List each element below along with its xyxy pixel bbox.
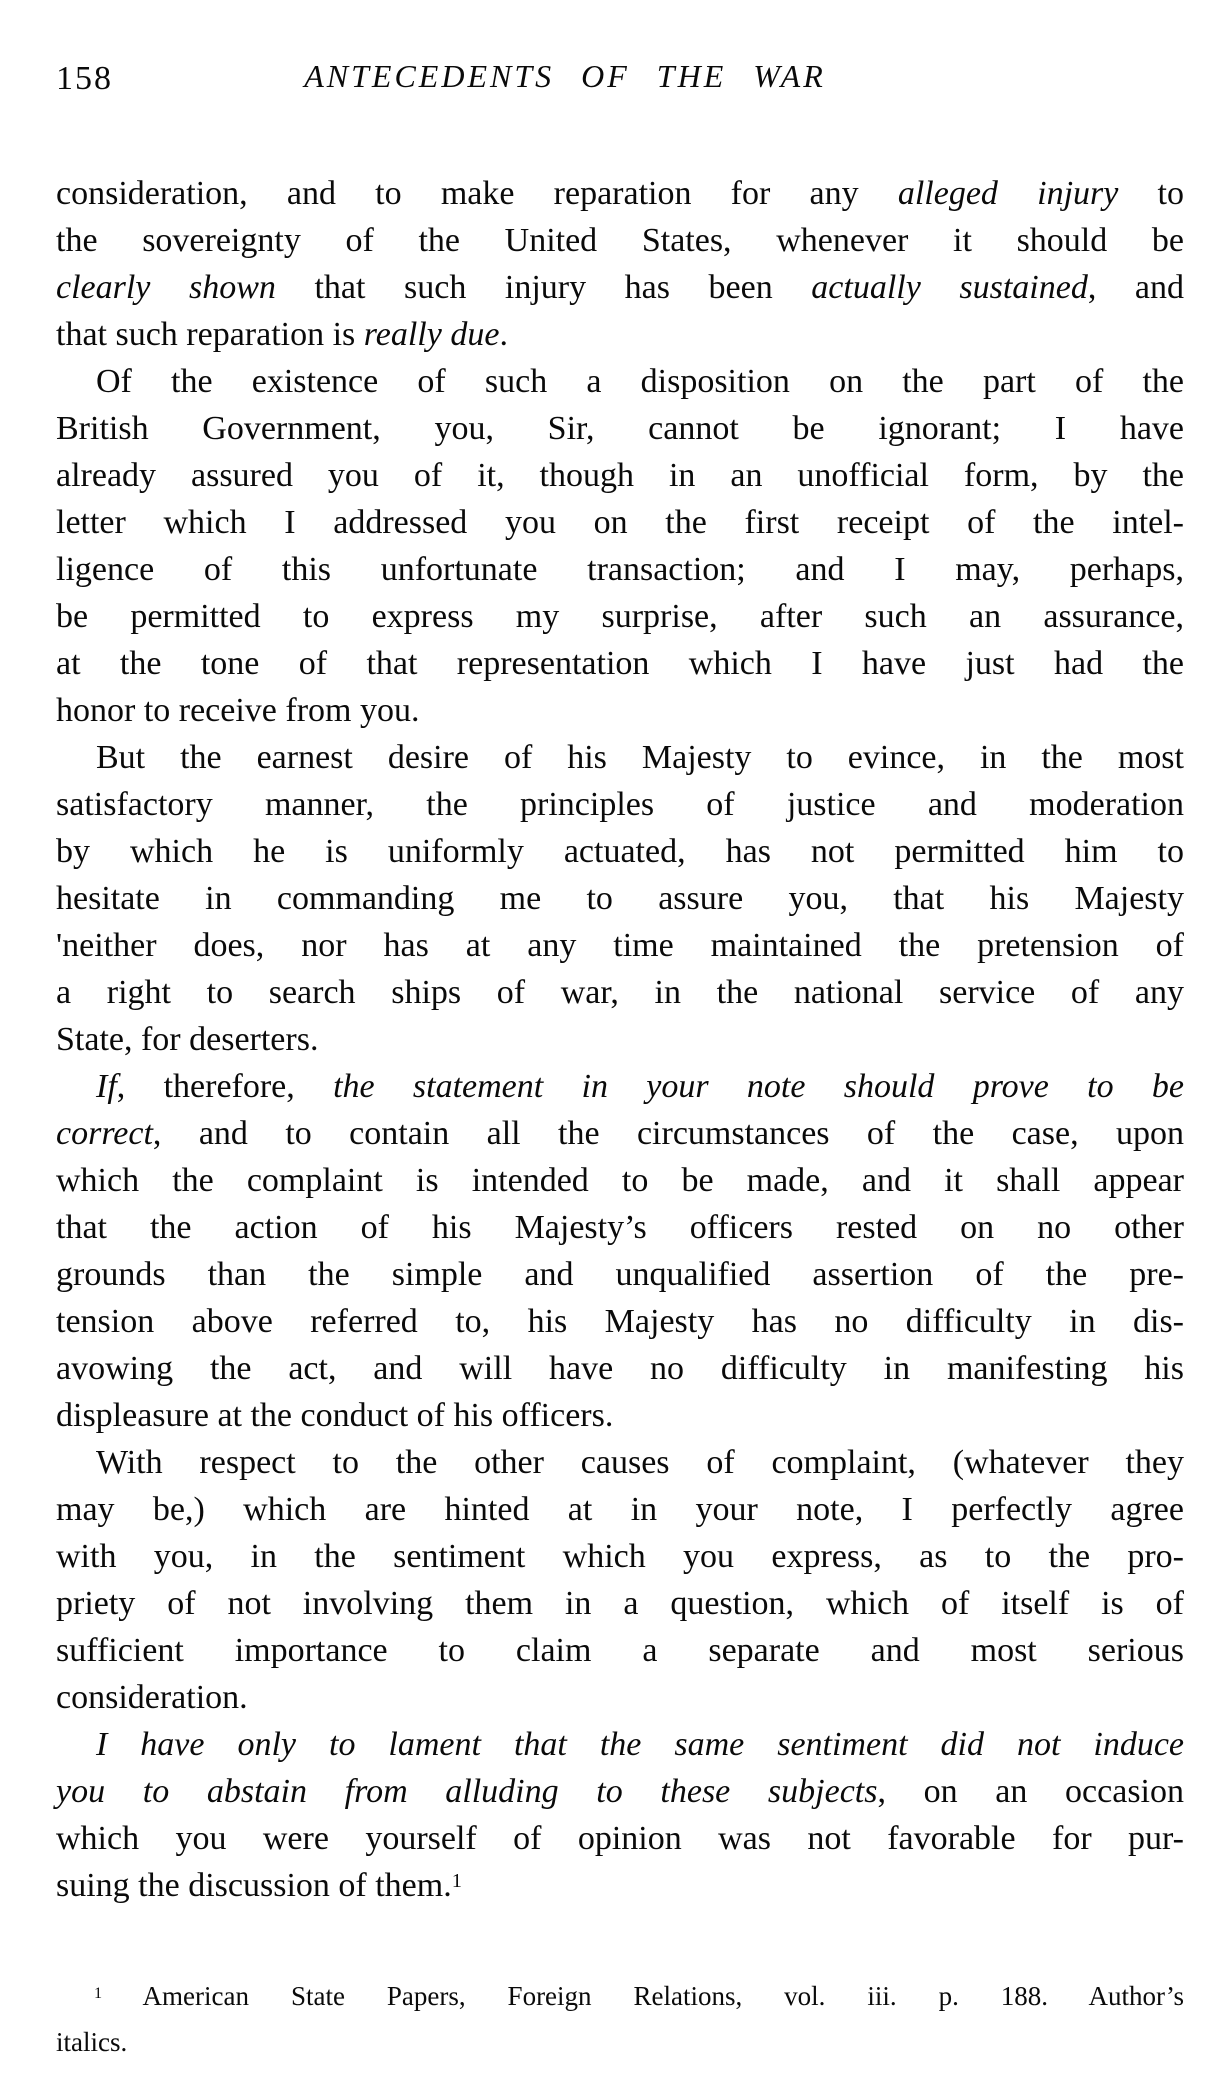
text-line: that the action of his Majesty’s officers rested on no other bbox=[56, 1209, 1184, 1246]
text-line: with you, in the sentiment which you express, as to the pro- bbox=[56, 1538, 1184, 1575]
footnote-reference-superscript: 1 bbox=[94, 1983, 103, 2002]
text-line: displeasure at the conduct of his officers. bbox=[56, 1397, 614, 1434]
text-line: letter which I addressed you on the first receipt of the intel- bbox=[56, 504, 1184, 541]
text-line: that such reparation is really due. bbox=[56, 316, 508, 353]
text-line: already assured you of it, though in an unofficial form, by the bbox=[56, 457, 1184, 494]
text-line: ligence of this unfortunate transaction; and I may, perhaps, bbox=[56, 551, 1184, 588]
footnote-reference-superscript: 1 bbox=[451, 1869, 462, 1892]
page-header bbox=[56, 56, 1184, 108]
text-line: be permitted to express my surprise, after such an assurance, bbox=[56, 598, 1184, 635]
text-line: clearly shown that such injury has been actually sustained, and bbox=[56, 269, 1185, 306]
text-line: 'neither does, nor has at any time maintained the pretension of bbox=[56, 927, 1184, 964]
text-line: consideration. bbox=[56, 1679, 248, 1716]
page-number: 158 bbox=[56, 60, 113, 97]
footnote bbox=[56, 1973, 1184, 2065]
text-line: consideration, and to make reparation for any alleged injury to bbox=[56, 175, 1184, 212]
text-line: But the earnest desire of his Majesty to evince, in the most bbox=[96, 739, 1184, 776]
text-line: grounds than the simple and unqualified assertion of the pre- bbox=[56, 1256, 1184, 1293]
text-line: satisfactory manner, the principles of justice and moderation bbox=[56, 786, 1184, 823]
text-line: Of the existence of such a disposition on the part of the bbox=[96, 363, 1184, 400]
body-text bbox=[56, 170, 1184, 1909]
text-line: at the tone of that representation which I have just had the bbox=[56, 645, 1184, 682]
text-line: I have only to lament that the same sentiment did not induce bbox=[96, 1726, 1184, 1763]
text-line: avowing the act, and will have no difficulty in manifesting his bbox=[56, 1350, 1184, 1387]
text-line: you to abstain from alluding to these subjects, on an occasion bbox=[56, 1773, 1185, 1810]
text-line: which the complaint is intended to be made, and it shall appear bbox=[56, 1162, 1184, 1199]
text-line: With respect to the other causes of complaint, (whatever they bbox=[96, 1444, 1184, 1481]
text-line: by which he is uniformly actuated, has not permitted him to bbox=[56, 833, 1184, 870]
text-line: a right to search ships of war, in the national service of any bbox=[56, 974, 1184, 1011]
text-line: which you were yourself of opinion was not favorable for pur- bbox=[56, 1820, 1184, 1857]
text-line: suing the discussion of them.$^1$ bbox=[56, 1867, 462, 1904]
footnote-line: $^1$ American State Papers, Foreign Relations, vol. iii. p. 188. Author’s bbox=[94, 1981, 1184, 2011]
footnote-line: italics. bbox=[56, 2027, 128, 2057]
text-line: hesitate in commanding me to assure you, that his Majesty bbox=[56, 880, 1184, 917]
text-line: sufficient importance to claim a separate and most serious bbox=[56, 1632, 1184, 1669]
text-line: may be,) which are hinted at in your note, I perfectly agree bbox=[56, 1491, 1184, 1528]
text-line: British Government, you, Sir, cannot be ignorant; I have bbox=[56, 410, 1184, 447]
text-line: If, therefore, the statement in your note should prove to be bbox=[96, 1068, 1185, 1105]
text-line: tension above referred to, his Majesty has no difficulty in dis- bbox=[56, 1303, 1184, 1340]
text-line: honor to receive from you. bbox=[56, 692, 420, 729]
text-line: priety of not involving them in a question, which of itself is of bbox=[56, 1585, 1184, 1622]
text-line: State, for deserters. bbox=[56, 1021, 319, 1058]
running-title: ANTECEDENTS OF THE WAR bbox=[304, 58, 826, 94]
text-line: the sovereignty of the United States, whenever it should be bbox=[56, 222, 1184, 259]
text-line: correct, and to contain all the circumstances of the case, upon bbox=[56, 1115, 1184, 1152]
